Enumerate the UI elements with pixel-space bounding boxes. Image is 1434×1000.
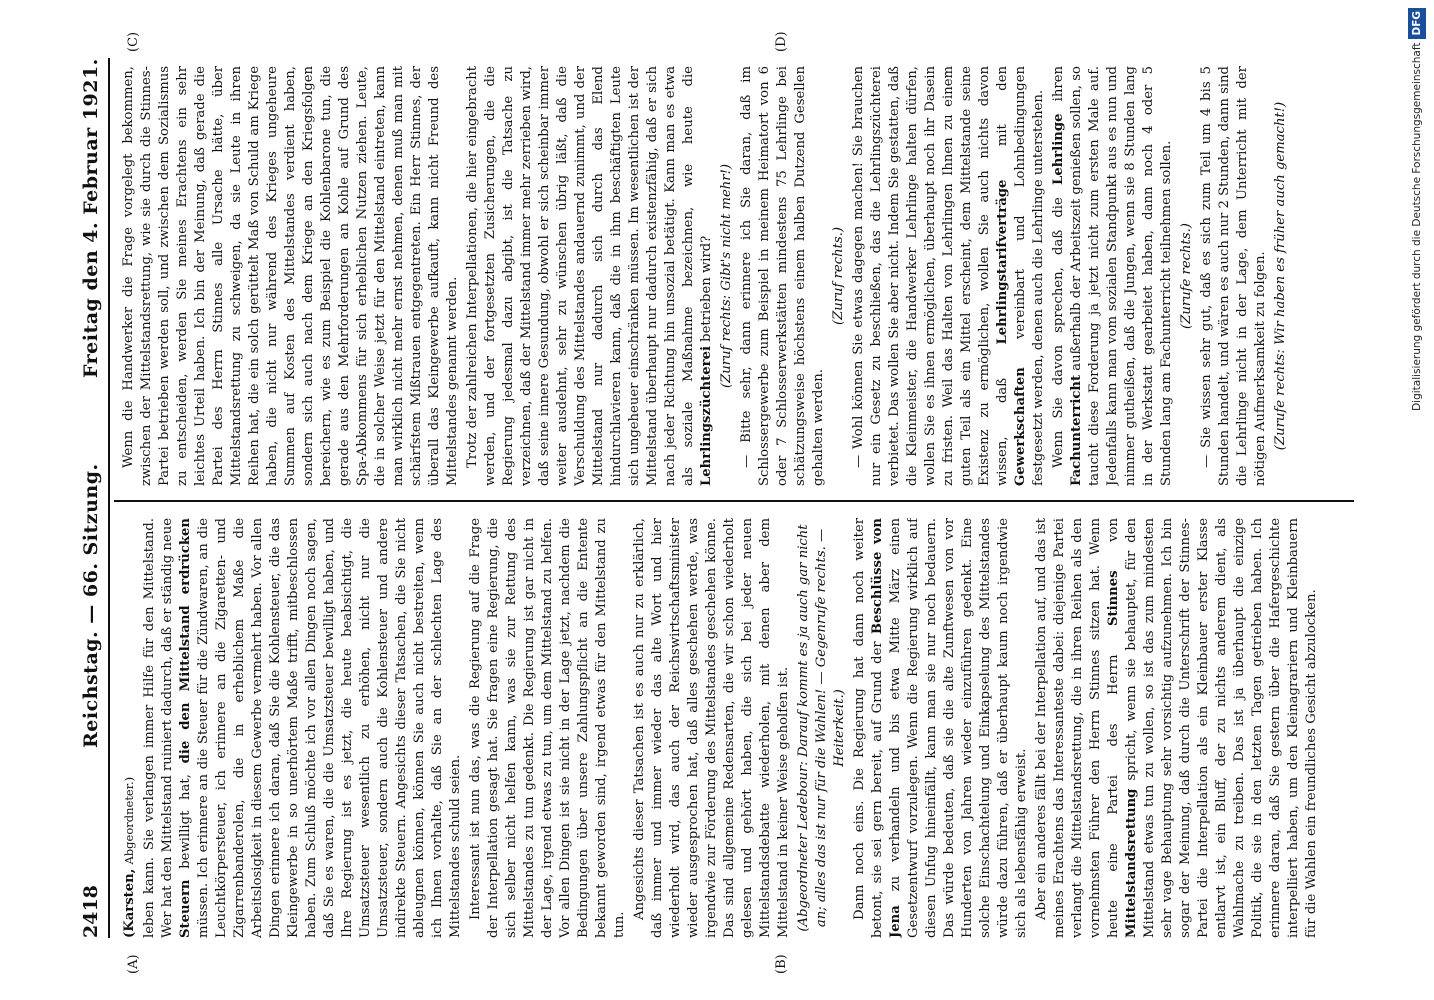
session-title: Reichstag. — 66. Sitzung. [80,463,102,748]
right-column-paragraph-9: — Sie wissen sehr gut, daß es sich zum Teil um 4 bis 5 Stunden handelt, und wären es auch nur 2 Stunden, dann sind die Lehrlinge nicht in der Lage, dem Unterricht mit der nötigen Aufmerksamkeit zu folgen. [1199,66,1268,486]
left-column-paragraph-4: Angesichts dieser Tatsachen ist es auch nur zu erklärlich, daß immer und immer wieder das alte Wort und hier wiederholt wird, das auch der Reichswirtschaftsminister wieder ausgesprochen hat, daß alles geschehen werde, was irgendwie zur Förderung des Mittelstandes geschehen könne. Das sind allgemeine Redensarten, die wir schon wiederholt gelesen und gehört haben, die sich bei jeder neuen Mittelstandsdebatte wiederholen, mit denen aber dem Mittelstand in keiner Weise geholfen ist. [632,518,791,938]
right-column-paragraph-1: Wenn die Handwerker die Frage vorgelegt bekommen, zwischen der Mittelstandsrettung, wie sie durch die Stinnes-Partei betrieben werden soll, und zwischen dem Sozialismus zu entscheiden, werden Sie meines Erachtens ein sehr leichtes Urteil haben. Ich bin der Meinung, daß gerade die Partei des Herrn Stinnes alle Ursache hätte, über Mittelstandsrettung zu schweigen, da sie Leute in ihren Reihen hat, die ein solch gerüttelt Maß von Schuld am Kriege haben, die nicht nur während des Krieges ungeheure Summen auf Kosten des Mittelstandes verdient haben, sondern sich auch nach dem Kriege an den Kriegsfolgen bereichern, wie es zum Beispiel die Kohlenbarone tun, die gerade aus den Mehrforderungen an Kohle auf Grund des Spa-Abkommens für sich erheblichen Nutzen ziehen. Leute, die in solcher Weise jetzt für den Mittelstand eintreten, kann man wirklich nicht mehr ernst nehmen, denen muß man mit schärfstem Mißtrauen entgegentreten. Ein Herr Stinnes, der überall das Kleingewerbe aufkauft, kann nicht Freund des Mittelstandes genannt werden. [121,66,460,486]
page-content [74,31,1364,974]
page-number: 2418 [80,885,102,938]
left-column-paragraph-5: (Abgeordneter Ledebour: Darauf kommt es ja auch gar nicht an; alles das ist nur für die Wahlen! — Gegenrufe rechts. — Heiterkeit.) [796,524,847,932]
right-column-paragraph-3: (Zuruf rechts: Gibt's nicht mehr!) [719,163,734,389]
right-column-paragraph-4: — Bitte sehr, dann erinnere ich Sie daran, daß im Schlossergewerbe zum Beispiel in meinem Heimatort von 6 oder 7 Schlosserwerkstätten mindestens 75 Lehrlinge bei schätzungsweise höchstens einem halben Dutzend Gesellen gehalten werden. [739,66,826,486]
left-column-paragraph-7: Aber ein anderes fällt bei der Interpellation auf, und das ist meines Erachtens das Interessanteste dabei: diejenige Partei verlangt die Mittelstandsrettung, die in ihren Reihen als den vornehmsten Führer den Herrn Stinnes sitzen hat. Wenn heute eine Partei des Herrn Stinnes von Mittelstandsrettung spricht, wenn sie behauptet, für den Mittelstand etwas tun zu wollen, so ist das zum mindesten sehr vage Behauptung sehr vorsichtig aufzunehmen. Ich bin sogar der Meinung, daß durch die Unterschrift der Stinnes-Partei die Interpellation als ein Kleinbauer erster Klasse entlarvt ist, ein Bluff, der zu nichts anderem dient, als Wahlmache zu treiben. Das ist ja überhaupt die einzige Politik, die sie in den letzten Tagen getrieben haben. Ich erinnere daran, daß Sie gestern über die Hafergeschichte interpelliert haben, um den Kleinagrariern und Kleinbauern für die Wahlen ein freundliches Gesicht abzulocken. [1034,518,1319,938]
right-column-paragraph-5: (Zuruf rechts.) [831,226,846,326]
dfg-logo: DFG [1408,8,1426,39]
right-column-paragraph-6: — Wohl können Sie etwas dagegen machen! Sie brauchen nur ein Gesetz zu beschließen, das die Lehrlingszüchterei verbietet. Das wollen Sie aber nicht. Indem Sie gestatten, daß die Kleinmeister, die Handwerker Lehrlinge halten dürfen, wollen Sie es ihnen ermöglichen, überhaupt noch ihr Dasein zu fristen. Weil das Halten von Lehrlingen Ihnen zu einem guten Teil als ein Mittel erscheint, dem Mittelstande seine Existenz zu ermöglichen, wollen Sie auch nichts davon wissen, daß Lehrlingstarifverträge mit den Gewerkschaften vereinbart und Lohnbedingungen festgesetzt werden, denen auch die Lehrlinge unterstehen. [851,66,1046,486]
margin-mark-a: (A) [126,954,141,974]
session-date: Freitag den 4. Februar 1921. [80,58,102,378]
digitization-stamp [1408,8,1426,992]
stamp-text [1408,8,1426,992]
left-text-column [120,518,1350,938]
left-column-paragraph-1: (Karsten, Abgeordneter.) [122,776,137,938]
page-header [74,58,110,938]
stamp-caption: Digitalisierung gefördert durch die Deutsche Forschungsgemeinschaft [1411,42,1423,411]
right-text-column [120,66,1350,486]
margin-mark-b: (B) [774,954,789,974]
right-column-paragraph-7: Wenn Sie davon sprechen, daß die Lehrlinge ihren Fachunterricht außerhalb der Arbeitszeit genießen sollen, so taucht diese Forderung ja jetzt nicht zum ersten Male auf. Jedenfalls kann man vom sozialen Standpunkt aus es nun und nimmer gutheißen, daß die Jungen, wenn sie 8 Stunden lang in der Werkstatt gearbeitet haben, dann noch 4 oder 5 Stunden lang am Fachunterricht teilnehmen sollen. [1051,66,1174,486]
left-column-paragraph-2: leben kann. Sie verlangen immer Hilfe für den Mittelstand. Wer hat den Mittelstand ruiniert dadurch, daß er ständig neue Steuern bewilligt hat, die den Mittelstand erdrücken müssen. Ich erinnere an die Steuer für die Zündwaren, an die Leuchtkörpersteuer, ich erinnere an die Zigaretten- und Zigarrenbanderolen, die in erheblichem Maße die Arbeitslosigkeit in diesem Gewerbe vermehrt haben. Vor allen Dingen erinnere ich daran, daß Sie die Kohlensteuer, die das Kleingewerbe in so unerhörtem Maße trifft, mitbeschlossen haben. Zum Schluß möchte ich vor allen Dingen noch sagen, daß Sie es waren, die die Umsatzsteuer bewilligt haben, und Ihre Regierung ist es jetzt, die heute beabsichtigt, die Umsatzsteuer wesentlich zu erhöhen, nicht nur die Umsatzsteuer, sondern auch die Kohlensteuer und andere indirekte Steuern. Angesichts dieser Tatsachen, die Sie nicht ableugnen können, können Sie auch nicht bestreiten, wenn ich Ihnen vorhalte, daß Sie an der schlechten Lage des Mittelstandes schuld seien. [142,518,463,938]
right-column-paragraph-8: (Zurufe rechts.) [1179,223,1194,329]
column-divider [114,500,1354,502]
margin-mark-c: (C) [126,31,141,52]
right-column-paragraph-10: (Zurufe rechts: Wir haben es früher auch gemacht!) [1273,101,1288,451]
margin-mark-d: (D) [774,31,789,52]
right-column-paragraph-2: Trotz der zahlreichen Interpellationen, die hier eingebracht werden, und der fortgesetzten Zusicherungen, die die Regierung jedesmal dazu abgibt, ist die Tatsache zu verzeichnen, daß der Mittelstand immer mehr zerrieben wird, daß seine innere Gesundung, obwohl er sich scheinbar immer weiter ausdehnt, sehr zu wünschen übrig läßt, daß die Verschuldung des Mittelstandes andauernd zunimmt, und der Mittelstand nur dadurch sich durch das Elend hindurchlavieren kann, daß die in ihm beschäftigten Leute sich ungeheuer einschränken müssen. Im wesentlichen ist der Mittelstand überhaupt nur dadurch existenzfähig, daß er sich nach jeder Richtung hin unsozial betätigt. Kann man es etwa als soziale Maßnahme bezeichnen, wie heute die Lehrlingszüchterei betrieben wird? [465,66,714,486]
left-column-paragraph-3: Interessant ist nun das, was die Regierung auf die Frage der Interpellation gesagt hat. Sie fragen eine Regierung, die sich selber nicht helfen kann, was sie zur Rettung des Mittelstandes zu tun gedenkt. Die Regierung ist gar nicht in der Lage, irgend etwas zu tun, um dem Mittelstand zu helfen. Vor allen Dingen ist sie nicht in der Lage jetzt, nachdem die Bedingungen über unsere Zahlungspflicht an die Entente bekannt geworden sind, irgend etwas für den Mittelstand zu tun. [468,518,627,938]
left-column-paragraph-6: Dann noch eins. Die Regierung hat dann noch weiter betont, sie sei gern bereit, auf Grund der Beschlüsse von Jena zu verhandeln und bis etwa Mitte März einen Gesetzentwurf vorzulegen. Wenn die Regierung wirklich auf diesen Unfug hineinfällt, kann man sie nur noch bedauern. Das würde bedeuten, daß sie die alte Zunftwesen von vor Hunderten von Jahren wieder einzuführen gedenkt. Eine solche Einschachtelung und Einkapselung des Mittelstandes würde dazu führen, daß er überhaupt kaum noch irgendwie sich als lebensfähig erweist. [852,518,1029,938]
